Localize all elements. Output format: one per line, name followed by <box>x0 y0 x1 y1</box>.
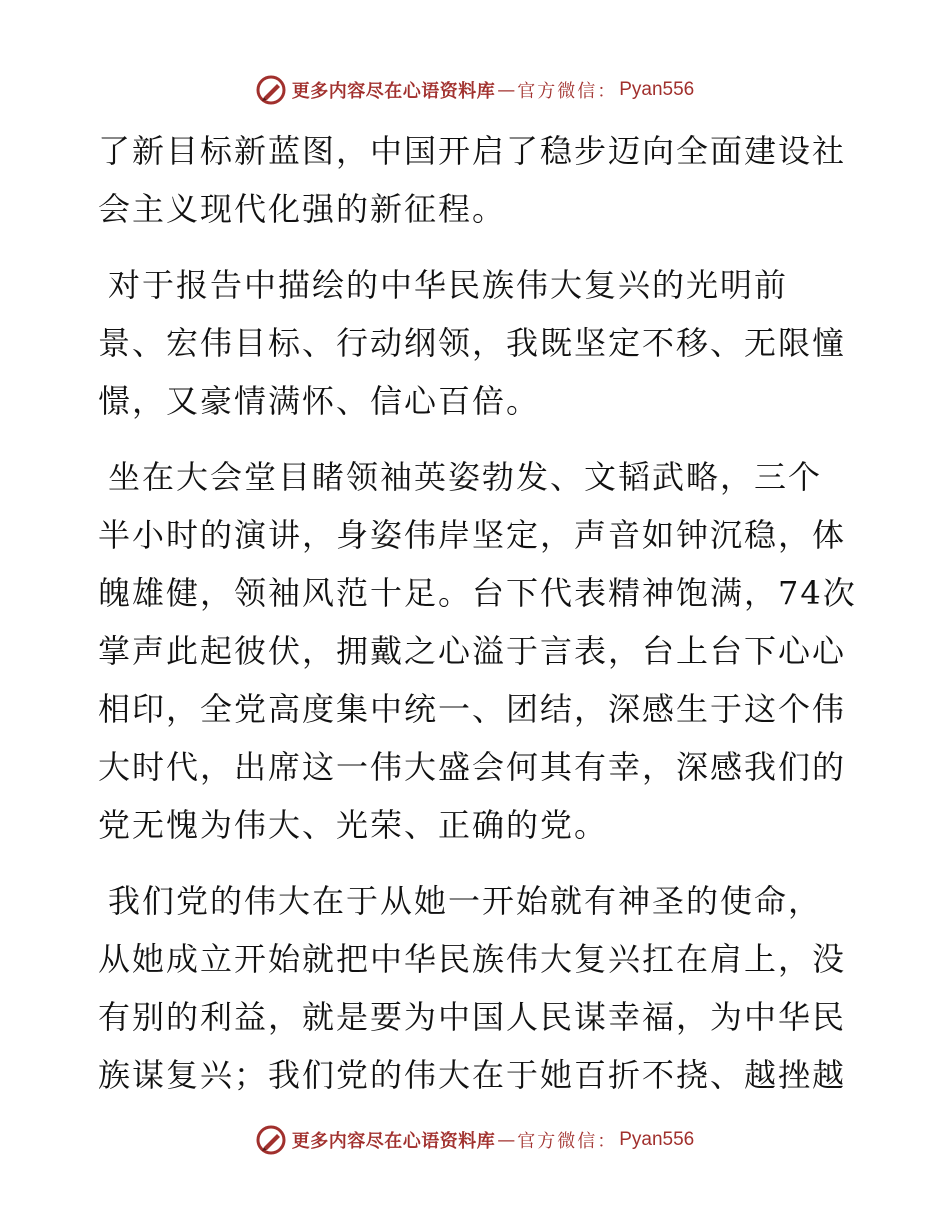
text-line: 半小时的演讲，身姿伟岸坚定，声音如钟沉稳，体 <box>98 516 847 554</box>
footer-title: 更多内容尽在心语资料库 <box>291 1131 496 1152</box>
text-line: 相印，全党高度集中统一、团结，深感生于这个伟 <box>98 690 847 728</box>
paragraph <box>98 122 858 238</box>
quill-pen-logo-icon <box>256 75 286 105</box>
footer-dash: — <box>497 1129 516 1151</box>
text-line: 党无愧为伟大、光荣、正确的党。 <box>98 806 609 844</box>
text-line: 坐在大会堂目睹领袖英姿勃发、文韬武略，三个 <box>108 458 823 496</box>
footer-banner <box>0 1120 950 1160</box>
header-title: 更多内容尽在心语资料库 <box>291 81 496 102</box>
text-line: 从她成立开始就把中华民族伟大复兴扛在肩上，没 <box>98 940 847 978</box>
footer-wechat-id: Pyan556 <box>619 1129 695 1150</box>
header-wechat-id: Pyan556 <box>619 79 695 100</box>
paragraph <box>98 872 858 1104</box>
text-line: 对于报告中描绘的中华民族伟大复兴的光明前 <box>108 266 789 304</box>
text-line: 我们党的伟大在于从她一开始就有神圣的使命， <box>108 882 823 920</box>
text-line: 会主义现代化强的新征程。 <box>98 190 507 228</box>
header-wechat-label: 官方微信： <box>517 81 618 102</box>
text-line: 景、宏伟目标、行动纲领，我既坚定不移、无限憧 <box>98 324 847 362</box>
text-line: 有别的利益，就是要为中国人民谋幸福，为中华民 <box>98 998 847 1036</box>
text-line: 魄雄健，领袖风范十足。台下代表精神饱满，74次 <box>98 574 857 612</box>
text-line: 掌声此起彼伏，拥戴之心溢于言表，台上台下心心 <box>98 632 847 670</box>
text-line: 了新目标新蓝图，中国开启了稳步迈向全面建设社 <box>98 132 847 170</box>
document-body <box>98 122 858 1122</box>
paragraph <box>98 448 858 854</box>
text-line: 憬，又豪情满怀、信心百倍。 <box>98 382 541 420</box>
paragraph <box>98 256 858 430</box>
header-dash: — <box>497 79 516 101</box>
footer-wechat-label: 官方微信： <box>517 1131 618 1152</box>
quill-pen-logo-icon <box>256 1125 286 1155</box>
text-line: 族谋复兴；我们党的伟大在于她百折不挠、越挫越 <box>98 1056 847 1094</box>
header-banner <box>0 70 950 110</box>
text-line: 大时代，出席这一伟大盛会何其有幸，深感我们的 <box>98 748 847 786</box>
